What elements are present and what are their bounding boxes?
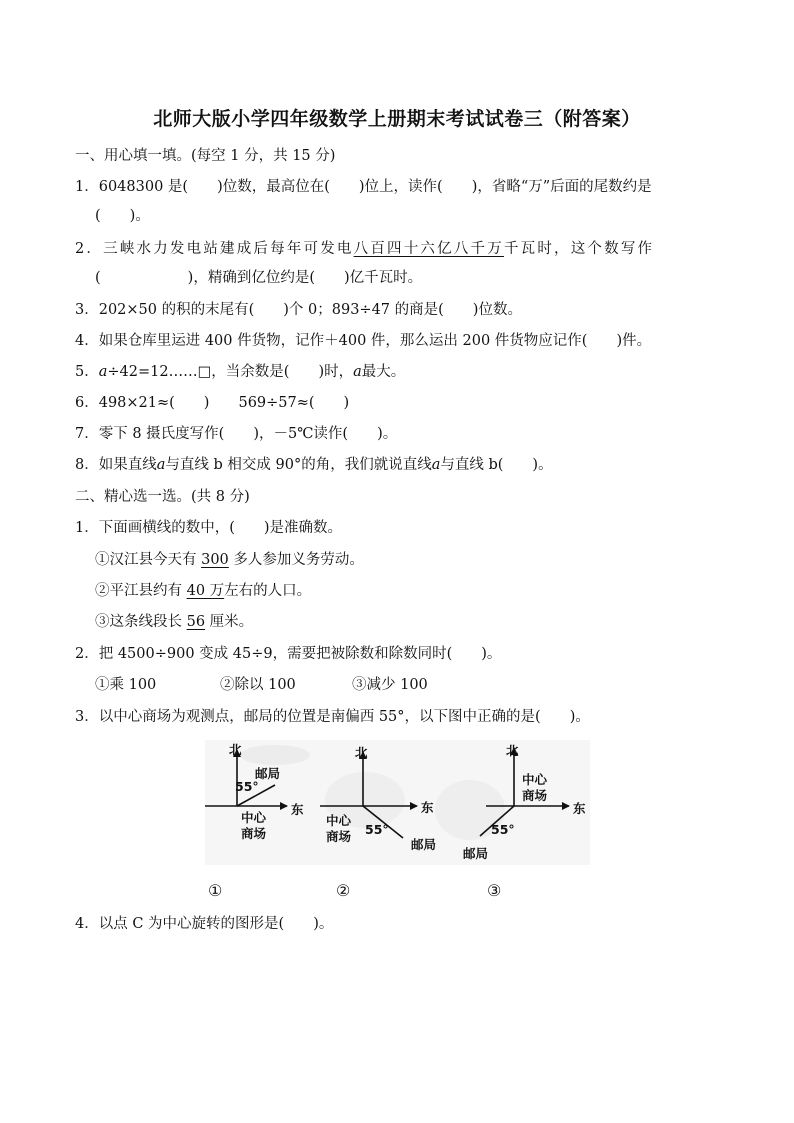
east-label: 东 [291,802,304,817]
s1-question-7: 7．零下 8 摄氏度写作( )，－5℃读作( )。 [75,426,398,442]
page-title: 北师大版小学四年级数学上册期末考试试卷三（附答案） [153,108,641,130]
q5-number: 5． [75,364,99,380]
s1-question-1-cont: ( )。 [95,208,150,224]
scan-texture [240,745,310,765]
q8-text-pre: 8．如果直线 [75,457,157,473]
option-text: ②平江县约有 [95,583,187,599]
s1-question-5 [75,362,405,382]
angle-label: 55° [491,822,515,837]
s2-q1-option-3 [95,612,253,632]
s1-question-8 [75,455,553,475]
s2-q2-option-1: ①乘 100 [95,677,157,693]
q5-text-mid: ÷42=12……□，当余数是( )时， [107,364,354,380]
mall-label: 商场 [241,826,267,841]
option-text: 厘米。 [205,614,254,630]
s1-question-2 [75,239,654,259]
east-label: 东 [421,800,434,815]
s1-question-3: 3．202×50 的积的末尾有( )个 0；893÷47 的商是( )位数。 [75,302,522,318]
figure-label-1: ① [208,881,223,900]
q5-text-post: 最大。 [361,364,406,380]
q2-text-post: 千瓦时，这个数写作 [503,241,655,257]
option-text: 多人参加义务劳动。 [228,552,364,568]
s2-q2-option-2: ②除以 100 [220,677,296,693]
center-label: 中心 [241,810,267,825]
angle-label: 55° [365,822,389,837]
option-text: ③这条线段长 [95,614,187,630]
figure-label-3: ③ [487,881,502,900]
angle-label: 55° [235,779,259,794]
east-label: 东 [573,801,586,816]
q2-underlined-number: 八百四十六亿八千万 [353,241,504,257]
q8-text-post: 与直线 b( )。 [440,457,553,473]
option-underlined-number: 300 [201,552,229,568]
q8-var-a2: a [431,457,441,473]
s1-question-4: 4．如果仓库里运进 400 件货物，记作＋400 件，那么运出 200 件货物应记作( )件。 [75,333,652,349]
section1-heading: 一、用心填一填。(每空 1 分，共 15 分) [75,148,336,164]
s1-question-2-cont: ( )，精确到亿位约是( )亿千瓦时。 [95,270,423,286]
mall-label: 商场 [326,829,352,844]
post-office-label: 邮局 [463,846,489,861]
s2-question-1: 1．下面画横线的数中，( )是准确数。 [75,520,343,536]
q5-var-a: a [98,364,108,380]
q2-text-pre: 2．三峡水力发电站建成后每年可发电 [75,241,354,257]
q8-var-a: a [156,457,166,473]
s2-q1-option-1 [95,550,364,570]
option-text: ①汉江县今天有 [95,552,202,568]
s1-question-1: 1．6048300 是( )位数，最高位在( )位上，读作( )，省略“万”后面的尾数约是 [75,179,652,195]
option-underlined-number: 40 万 [186,583,225,599]
s2-question-3: 3．以中心商场为观测点，邮局的位置是南偏西 55°，以下图中正确的是( )。 [75,709,590,725]
s2-question-2: 2．把 4500÷900 变成 45÷9，需要把被除数和除数同时( )。 [75,646,502,662]
north-label: 北 [229,742,242,757]
s2-question-4: 4．以点 C 为中心旋转的图形是( )。 [75,916,334,932]
s2-q1-option-2 [95,581,311,601]
direction-figure [205,740,590,865]
q8-text-mid: 与直线 b 相交成 90°的角，我们就说直线 [165,457,432,473]
s2-q2-option-3: ③减少 100 [352,677,428,693]
section2-heading: 二、精心选一选。(共 8 分) [75,489,250,505]
center-label: 中心 [522,772,548,787]
q5-var-a2: a [353,364,362,380]
north-label: 北 [355,745,368,760]
post-office-label: 邮局 [411,837,437,852]
center-label: 中心 [326,813,352,828]
mall-label: 商场 [522,788,548,803]
option-text: 左右的人口。 [224,583,312,599]
s1-question-6: 6．498×21≈( ) 569÷57≈( ) [75,395,350,411]
north-label: 北 [506,743,519,758]
figure-label-2: ② [336,881,351,900]
option-underlined-number: 56 [186,614,206,630]
post-office-label: 邮局 [255,766,281,781]
